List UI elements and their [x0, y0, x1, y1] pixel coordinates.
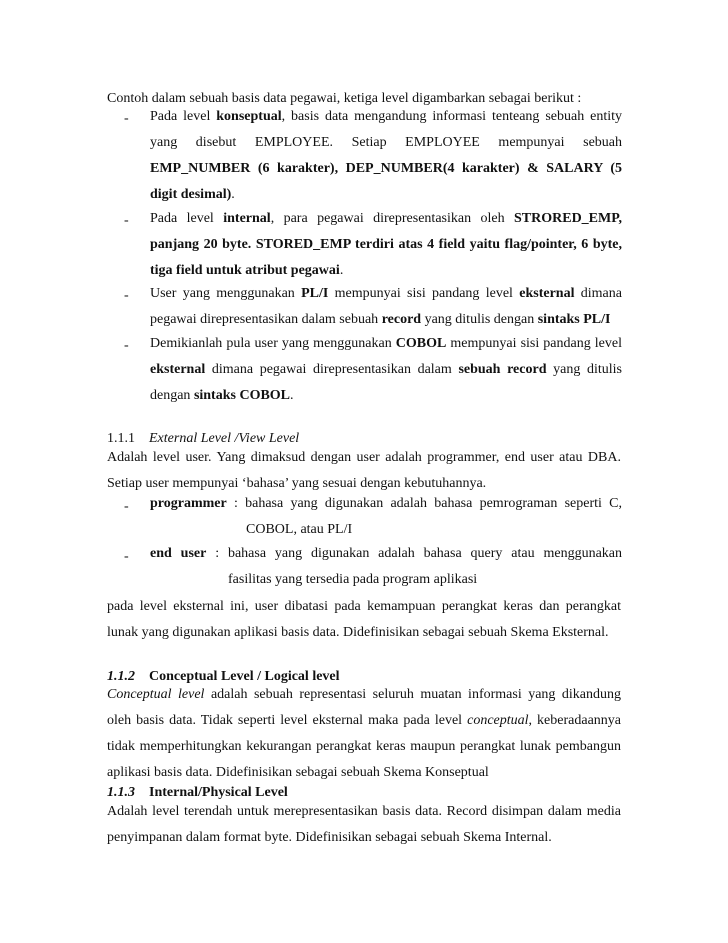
bullet-dash: -: [124, 499, 129, 514]
bullet-dash: -: [124, 213, 129, 228]
bullet-cobol: [150, 331, 622, 409]
item-programmer-line1: [150, 494, 622, 514]
bullet-text-run: Demikianlah pula user yang menggunakan: [150, 336, 396, 351]
section-title: Internal/Physical Level: [149, 785, 288, 800]
paragraph-text: , keberadaannya tidak memperhitungkan kekurangan perangkat keras maupun perangkat lunak pembangun aplikasi basis data. Didefinisikan sebagai sebuah Skema Konseptual: [107, 713, 622, 780]
bullet-text-run: yang ditulis dengan: [150, 362, 622, 403]
item-programmer-line2: COBOL, atau PL/I: [246, 522, 353, 537]
bullet-text-run: , para pegawai direpresentasikan oleh: [270, 211, 514, 226]
bullet-text-run: dimana pegawai direpresentasikan dalam: [205, 362, 459, 377]
section-number: 1.1.2: [107, 669, 135, 684]
bullet-dash: -: [124, 111, 129, 126]
bullet-text-run: internal: [223, 211, 271, 226]
bullet-text-run: User yang menggunakan: [150, 286, 302, 301]
bullet-konseptual: [150, 104, 622, 208]
section-number: 1.1.3: [107, 785, 135, 800]
bullet-text-run: yang ditulis dengan: [421, 312, 538, 327]
item-term: end user: [150, 546, 207, 561]
bullet-dash: -: [124, 549, 129, 564]
bullet-text-run: .: [231, 187, 235, 202]
section-number: 1.1.1: [107, 431, 135, 446]
bullet-text-run: .: [339, 263, 344, 278]
item-desc: : bahasa yang digunakan adalah bahasa pemrograman seperti C,: [226, 496, 622, 511]
bullet-text-run: , basis data mengandung informasi tenteang sebuah entity yang disebut EMPLOYEE. Setiap EMPLOYEE mempunyai sebuah: [150, 109, 622, 150]
paragraph-text: adalah sebuah representasi seluruh muatan informasi yang dikandung oleh basis data. Tidak seperti level eksternal maka pada level: [107, 687, 621, 728]
bullet-dash: -: [124, 338, 129, 353]
section-1-1-3-paragraph: Adalah level terendah untuk merepresentasikan basis data. Record disimpan dalam media penyimpanan dalam format byte. Didefinisikan sebagai sebuah Skema Internal.: [107, 804, 621, 845]
item-enduser-line1: [150, 544, 622, 564]
bullet-text-run: Pada level: [150, 109, 217, 124]
bullet-text-run: sintaks PL/I: [537, 312, 611, 327]
bullet-text-run: dimana pegawai direpresentasikan dalam sebuah: [150, 286, 622, 327]
section-title: External Level /View Level: [149, 431, 300, 446]
section-1-1-1-paragraph: Adalah level user. Yang dimaksud dengan user adalah programmer, end user atau DBA. Setiap user mempunyai ‘bahasa’ yang sesuai dengan kebutuhannya.: [107, 450, 621, 491]
bullet-text-run: PL/I: [301, 286, 329, 301]
bullet-pli: [150, 281, 622, 333]
bullet-text-run: sebuah record: [458, 362, 547, 377]
bullet-text-run: record: [381, 312, 422, 327]
bullet-internal: [150, 206, 622, 284]
bullet-text-run: eksternal: [150, 362, 206, 377]
bullet-text-run: konseptual: [216, 109, 282, 124]
italic-term: conceptual: [467, 713, 529, 728]
bullet-text-run: COBOL: [395, 336, 447, 351]
section-1-1-2-paragraph: [107, 682, 621, 786]
section-1-1-1-closing: pada level eksternal ini, user dibatasi pada kemampuan perangkat keras dan perangkat lunak yang digunakan aplikasi basis data. Didefinisikan sebagai sebuah Skema Eksternal.: [107, 599, 621, 640]
item-term: programmer: [150, 496, 227, 511]
bullet-text-run: sintaks COBOL: [193, 388, 291, 403]
bullet-text-run: mempunyai sisi pandang level: [446, 336, 622, 351]
italic-term: Conceptual level: [107, 687, 205, 702]
bullet-text-run: mempunyai sisi pandang level: [328, 286, 520, 301]
item-enduser-line2: fasilitas yang tersedia pada program aplikasi: [228, 572, 478, 587]
item-desc: : bahasa yang digunakan adalah bahasa query atau menggunakan: [206, 546, 623, 561]
bullet-text-run: Pada level: [150, 211, 224, 226]
section-title: Conceptual Level / Logical level: [149, 669, 340, 684]
bullet-text-run: EMP_NUMBER (6 karakter), DEP_NUMBER(4 karakter) & SALARY (5 digit desimal): [150, 161, 622, 202]
bullet-dash: -: [124, 288, 129, 303]
bullet-text-run: .: [290, 388, 294, 403]
bullet-text-run: eksternal: [519, 286, 575, 301]
intro-paragraph: Contoh dalam sebuah basis data pegawai, ketiga level digambarkan sebagai berikut :: [107, 91, 582, 106]
bullet-text-run: STRORED_EMP, panjang 20 byte. STORED_EMP terdiri atas 4 field yaitu flag/pointer, 6 byte, tiga field untuk atribut pegawai: [150, 211, 623, 278]
